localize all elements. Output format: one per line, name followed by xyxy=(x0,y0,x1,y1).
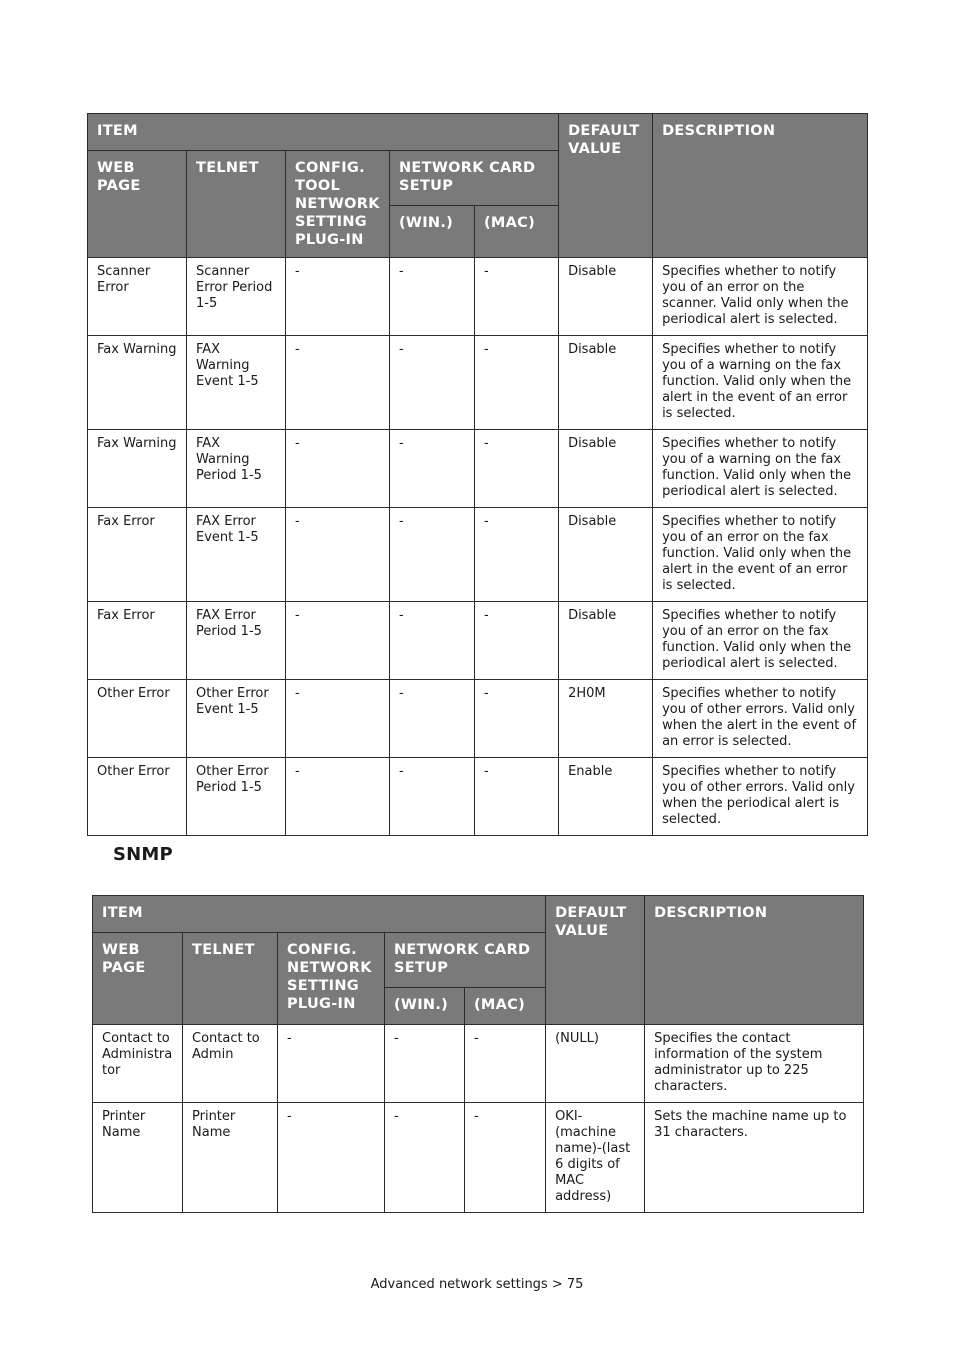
cell-win: - xyxy=(385,1025,465,1103)
cell-telnet: FAX Warning Event 1-5 xyxy=(187,336,286,430)
table-row xyxy=(88,336,868,430)
cell-mac: - xyxy=(465,1103,546,1213)
header-default-value: DEFAULT VALUE xyxy=(559,114,653,258)
cell-win: - xyxy=(390,508,475,602)
header-item: ITEM xyxy=(88,114,559,151)
cell-config: - xyxy=(286,758,390,836)
cell-web-page: Fax Error xyxy=(88,602,187,680)
cell-config: - xyxy=(286,602,390,680)
table-row xyxy=(88,258,868,336)
header-config-tool: CONFIG. TOOL NETWORK SETTING PLUG-IN xyxy=(286,151,390,258)
header-win: (WIN.) xyxy=(390,206,475,258)
cell-web-page: Printer Name xyxy=(93,1103,183,1213)
cell-default-value: 2H0M xyxy=(559,680,653,758)
cell-telnet: Other Error Period 1-5 xyxy=(187,758,286,836)
cell-description: Specifies whether to notify you of a warning on the fax function. Valid only when the periodical alert is selected. xyxy=(653,430,868,508)
table-network-alerts xyxy=(87,113,868,836)
table-row xyxy=(88,758,868,836)
header-description: DESCRIPTION xyxy=(653,114,868,258)
cell-description: Specifies the contact information of the system administrator up to 225 characters. xyxy=(645,1025,864,1103)
cell-description: Specifies whether to notify you of an error on the fax function. Valid only when the alert in the event of an error is selected. xyxy=(653,508,868,602)
cell-default-value: Disable xyxy=(559,602,653,680)
header-mac: (MAC) xyxy=(465,988,546,1025)
cell-web-page: Other Error xyxy=(88,758,187,836)
page-footer: Advanced network settings > 75 xyxy=(370,1277,584,1292)
cell-web-page: Fax Warning xyxy=(88,430,187,508)
header-item: ITEM xyxy=(93,896,546,933)
table-row xyxy=(93,1103,864,1213)
cell-config: - xyxy=(278,1103,385,1213)
cell-telnet: Contact to Admin xyxy=(183,1025,278,1103)
cell-config: - xyxy=(286,508,390,602)
cell-description: Specifies whether to notify you of an error on the scanner. Valid only when the periodical alert is selected. xyxy=(653,258,868,336)
cell-default-value: Enable xyxy=(559,758,653,836)
cell-default-value: OKI-(machine name)-(last 6 digits of MAC address) xyxy=(546,1103,645,1213)
cell-win: - xyxy=(390,602,475,680)
cell-telnet: FAX Warning Period 1-5 xyxy=(187,430,286,508)
header-win: (WIN.) xyxy=(385,988,465,1025)
cell-description: Specifies whether to notify you of an error on the fax function. Valid only when the periodical alert is selected. xyxy=(653,602,868,680)
table-snmp xyxy=(92,895,864,1213)
cell-default-value: Disable xyxy=(559,336,653,430)
cell-default-value: (NULL) xyxy=(546,1025,645,1103)
cell-mac: - xyxy=(475,758,559,836)
cell-description: Specifies whether to notify you of other errors. Valid only when the alert in the event of an error is selected. xyxy=(653,680,868,758)
cell-config: - xyxy=(286,258,390,336)
cell-default-value: Disable xyxy=(559,258,653,336)
cell-config: - xyxy=(278,1025,385,1103)
header-mac: (MAC) xyxy=(475,206,559,258)
header-web-page: WEB PAGE xyxy=(93,933,183,1025)
cell-telnet: FAX Error Period 1-5 xyxy=(187,602,286,680)
header-web-page: WEB PAGE xyxy=(88,151,187,258)
cell-description: Sets the machine name up to 31 characters. xyxy=(645,1103,864,1213)
cell-telnet: FAX Error Event 1-5 xyxy=(187,508,286,602)
cell-win: - xyxy=(390,258,475,336)
cell-mac: - xyxy=(465,1025,546,1103)
cell-win: - xyxy=(390,430,475,508)
cell-win: - xyxy=(390,336,475,430)
table-row xyxy=(88,680,868,758)
table-row xyxy=(88,602,868,680)
cell-mac: - xyxy=(475,508,559,602)
cell-config: - xyxy=(286,680,390,758)
cell-config: - xyxy=(286,336,390,430)
cell-web-page: Fax Warning xyxy=(88,336,187,430)
cell-web-page: Scanner Error xyxy=(88,258,187,336)
cell-description: Specifies whether to notify you of a warning on the fax function. Valid only when the alert in the event of an error is selected. xyxy=(653,336,868,430)
cell-telnet: Other Error Event 1-5 xyxy=(187,680,286,758)
cell-web-page: Contact to Administra tor xyxy=(93,1025,183,1103)
cell-telnet: Printer Name xyxy=(183,1103,278,1213)
cell-mac: - xyxy=(475,336,559,430)
cell-mac: - xyxy=(475,430,559,508)
cell-default-value: Disable xyxy=(559,508,653,602)
header-config-tool: CONFIG. NETWORK SETTING PLUG-IN xyxy=(278,933,385,1025)
cell-mac: - xyxy=(475,258,559,336)
header-default-value: DEFAULT VALUE xyxy=(546,896,645,1025)
cell-win: - xyxy=(385,1103,465,1213)
header-description: DESCRIPTION xyxy=(645,896,864,1025)
cell-web-page: Fax Error xyxy=(88,508,187,602)
table-row xyxy=(88,430,868,508)
cell-default-value: Disable xyxy=(559,430,653,508)
cell-description: Specifies whether to notify you of other errors. Valid only when the periodical alert is selected. xyxy=(653,758,868,836)
header-network-card-setup: NETWORK CARD SETUP xyxy=(390,151,559,206)
cell-web-page: Other Error xyxy=(88,680,187,758)
cell-mac: - xyxy=(475,680,559,758)
cell-win: - xyxy=(390,758,475,836)
cell-mac: - xyxy=(475,602,559,680)
cell-telnet: Scanner Error Period 1-5 xyxy=(187,258,286,336)
header-telnet: TELNET xyxy=(183,933,278,1025)
table-row xyxy=(88,508,868,602)
cell-win: - xyxy=(390,680,475,758)
header-telnet: TELNET xyxy=(187,151,286,258)
table-row xyxy=(93,1025,864,1103)
header-network-card-setup: NETWORK CARD SETUP xyxy=(385,933,546,988)
section-heading-snmp: SNMP xyxy=(113,844,173,865)
cell-config: - xyxy=(286,430,390,508)
